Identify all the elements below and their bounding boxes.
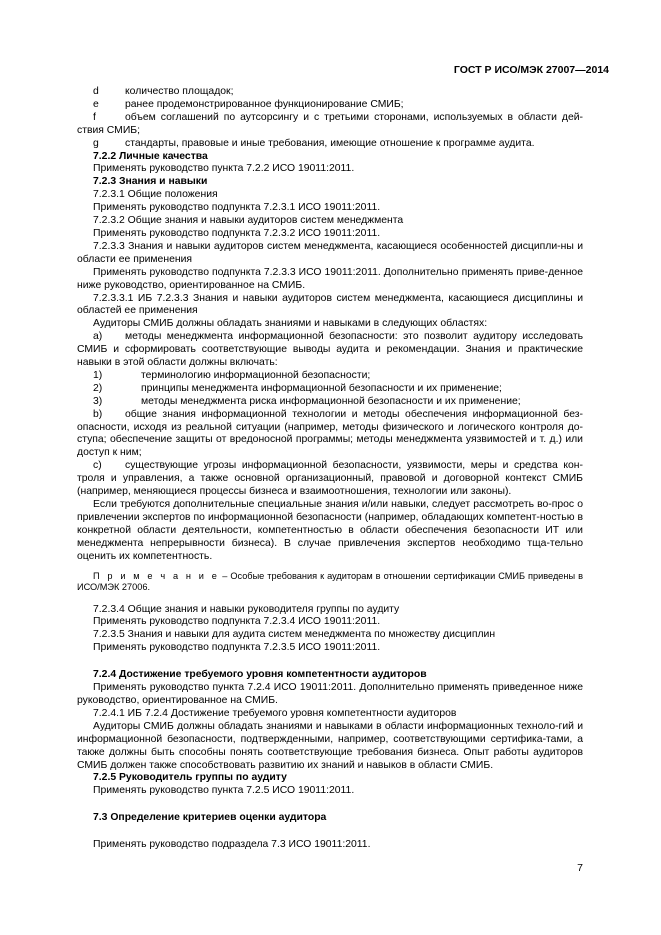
paragraph: Аудиторы СМИБ должны обладать знаниями и навыками в области информационных техноло-гий и информационной безопасности, подтвержденными, например, соответствующими сертифика-тами, а также должны быть способны понять соответствующие требования бизнеса. Опыт работы аудиторов СМИБ должен также способствовать развитию их знаний и навыков в области СМИБ. — [77, 720, 583, 771]
list-marker: 3) — [93, 395, 103, 407]
list-item-c: с) существующие угрозы информационной безопасности, уязвимости, меры и средства кон-троля и управления, а также основной организационный, правовой и договорной контекст СМИБ (например, меняющиеся процессы бизнеса и взаимоотношения, технологии или законы). — [77, 460, 583, 498]
list-marker: 1) — [93, 369, 103, 381]
paragraph: Применять руководство пункта 7.2.2 ИСО 19011:2011. — [93, 163, 355, 175]
paragraph: Аудиторы СМИБ должны обладать знаниями и навыками в следующих областях: — [93, 318, 488, 330]
document-body — [77, 86, 583, 852]
sub-list-item: 2) принципы менеджмента информационной безопасности и их применение; — [77, 383, 583, 396]
sub-list-item: 3) методы менеджмента риска информационной безопасности и их применение; — [77, 396, 583, 409]
note-text: – Особые требования к аудиторам в отношении сертификации СМИБ приведены в ИСО/МЭК 27006. — [77, 570, 583, 593]
paragraph: Применять руководство подпункта 7.2.3.3 ИСО 19011:2011. Дополнительно применять приве-денное ниже руководство, ориентированное на СМИБ. — [77, 266, 583, 291]
section-heading-7-2-5: 7.2.5 Руководитель группы по аудиту — [93, 772, 287, 784]
paragraph: Применять руководство подраздела 7.3 ИСО 19011:2011. — [93, 839, 371, 851]
note — [77, 571, 583, 594]
spacer — [77, 798, 583, 812]
subsection-heading: 7.2.3.3 Знания и навыки аудиторов систем менеджмента, касающиеся особенностей дисципли-ны и области ее применения — [77, 240, 583, 265]
list-marker: g — [93, 137, 99, 149]
list-item-b: b) общие знания информационной технологии и методы обеспечения информационной без-опасности, исходя из реальной ситуации (например, методы физического и логического контроля до-ступа; обеспечение защиты от вредоносной программы; методы менеджмента уязвимостей и т. д.) или доступ к ним; — [77, 408, 583, 459]
standard-header: ГОСТ Р ИСО/МЭК 27007—2014 — [453, 64, 609, 76]
paragraph: Применять руководство пункта 7.2.5 ИСО 19011:2011. — [93, 785, 355, 797]
paragraph: Применять руководство подпункта 7.2.3.4 ИСО 19011:2011. — [93, 616, 381, 628]
paragraph: Применять руководство подпункта 7.2.3.5 ИСО 19011:2011. — [93, 642, 381, 654]
paragraph: Если требуются дополнительные специальные знания и/или навыки, следует рассмотреть во-прос о привлечении экспертов по информационной безопасности (например, обладающих компетент-ностью в конкретной области деятельности, компетентностью в области обеспечения безопасности ИТ или менеджмента непрерывности бизнеса). В случае привлечения экспертов необходимо тща-тельно оценить их компетентность. — [77, 499, 583, 562]
spacer — [77, 655, 583, 669]
list-item-a: а) методы менеджмента информационной безопасности: это позволит аудитору исследовать СМИБ и сформировать соответствующие выводы аудита и рекомендации. Знания и практические навыки в этой области должны включать: — [77, 331, 583, 369]
list-marker: с) — [93, 460, 102, 472]
list-item-g: g стандарты, правовые и иные требования, имеющие отношение к программе аудита. — [77, 138, 583, 151]
subsection-heading: 7.2.3.5 Знания и навыки для аудита систем менеджмента по множеству дисциплин — [93, 629, 496, 641]
list-item-e: e ранее продемонстрированное функционирование СМИБ; — [77, 99, 583, 112]
list-marker: а) — [93, 331, 103, 343]
subsection-heading: 7.2.3.1 Общие положения — [93, 189, 218, 201]
list-marker: f — [93, 111, 96, 123]
list-marker: 2) — [93, 382, 103, 394]
section-heading-7-2-3: 7.2.3 Знания и навыки — [93, 176, 208, 188]
list-marker: b) — [93, 408, 103, 420]
section-heading-7-2-4: 7.2.4 Достижение требуемого уровня компетентности аудиторов — [93, 669, 427, 681]
paragraph: Применять руководство подпункта 7.2.3.2 ИСО 19011:2011. — [93, 227, 381, 239]
subsection-heading: 7.2.3.2 Общие знания и навыки аудиторов систем менеджмента — [93, 215, 404, 227]
sub-list-item: 1) терминологию информационной безопасности; — [77, 370, 583, 383]
paragraph: Применять руководство пункта 7.2.4 ИСО 19011:2011. Дополнительно применять приведенное ниже руководство, ориентированное на СМИБ. — [77, 682, 583, 706]
list-item-d: d количество площадок; — [77, 86, 583, 99]
spacer — [77, 825, 583, 839]
paragraph: Применять руководство подпункта 7.2.3.1 ИСО 19011:2011. — [93, 202, 381, 214]
page-number: 7 — [577, 862, 583, 874]
subsection-heading: 7.2.4.1 ИБ 7.2.4 Достижение требуемого уровня компетентности аудиторов — [93, 707, 457, 719]
list-marker: e — [93, 98, 99, 110]
subsection-heading: 7.2.3.4 Общие знания и навыки руководителя группы по аудиту — [93, 603, 400, 615]
list-item-f: f объем соглашений по аутсорсингу и с третьими сторонами, используемых в области дей-ствия СМИБ; — [77, 111, 583, 136]
section-heading-7-3: 7.3 Определение критериев оценки аудитора — [93, 812, 327, 824]
list-marker: d — [93, 86, 99, 97]
section-heading-7-2-2: 7.2.2 Личные качества — [93, 150, 208, 162]
note-label: П р и м е ч а н и е — [93, 570, 220, 581]
subsection-heading: 7.2.3.3.1 ИБ 7.2.3.3 Знания и навыки аудиторов систем менеджмента, касающиеся дисциплины и областей ее применения — [77, 292, 583, 317]
